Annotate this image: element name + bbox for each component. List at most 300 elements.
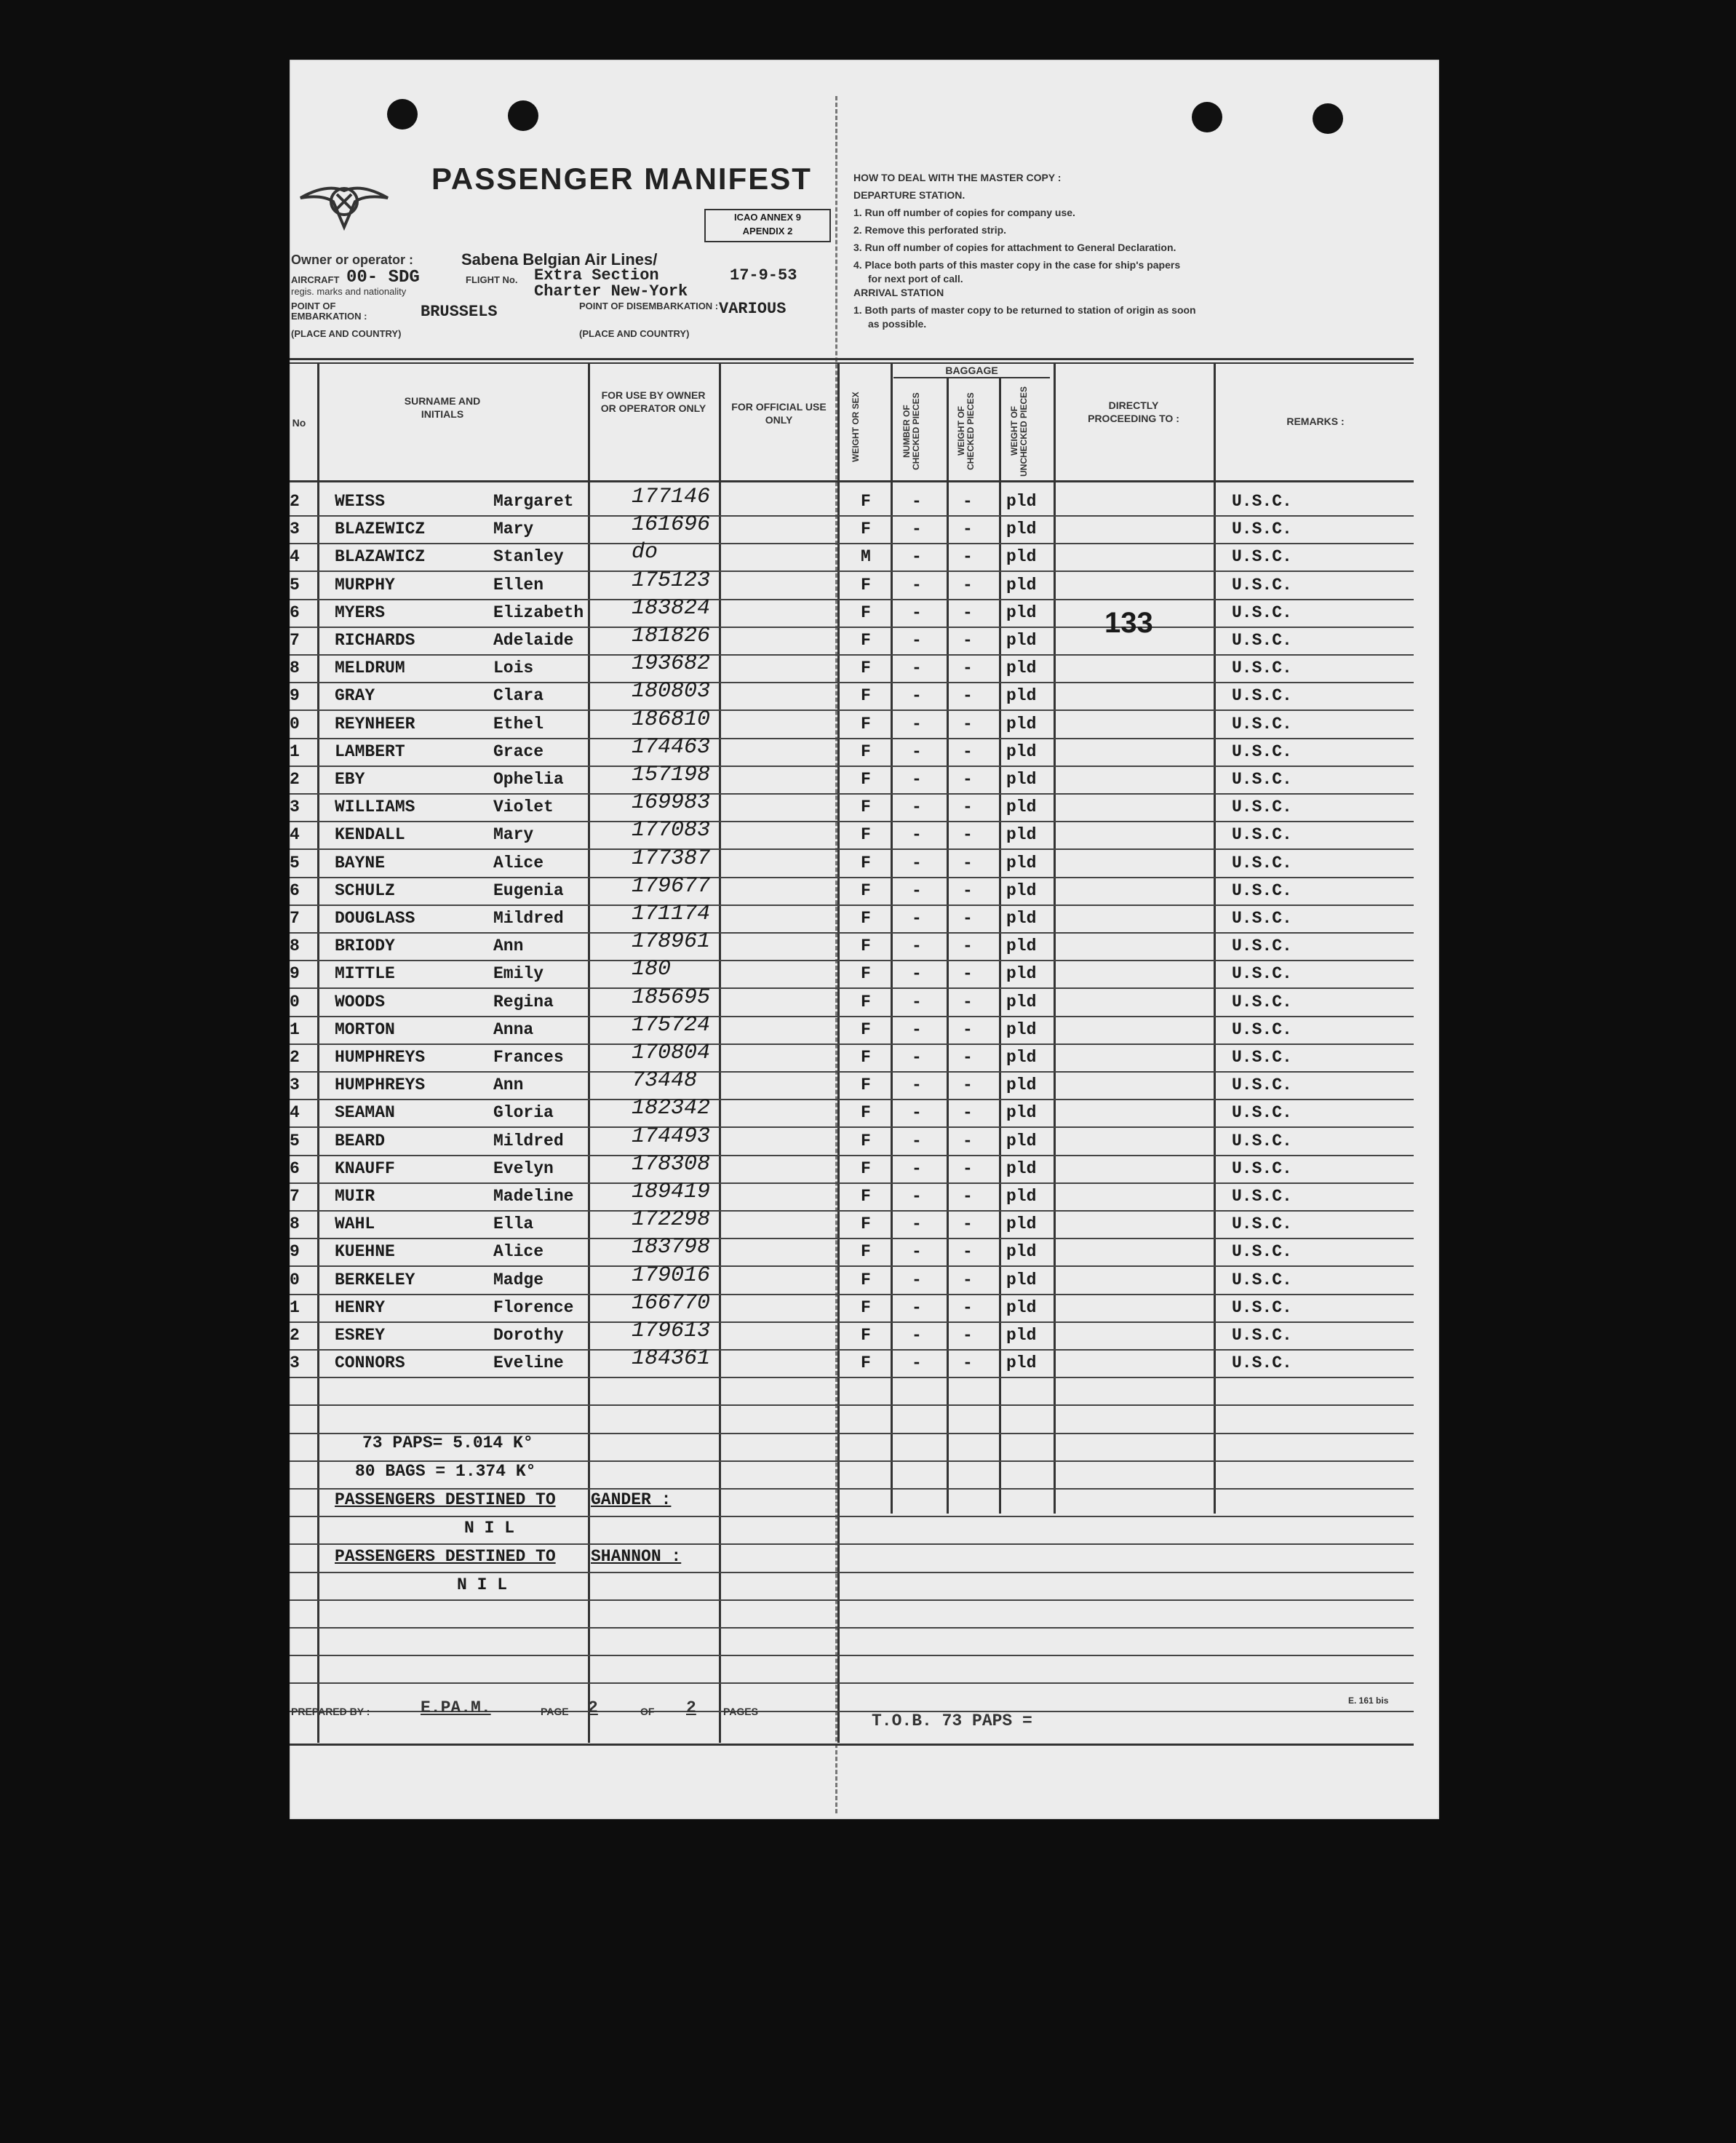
passenger-given-name: Madeline bbox=[493, 1187, 574, 1206]
owner-value: Sabena Belgian Air Lines/ bbox=[461, 250, 658, 269]
passenger-surname: KENDALL bbox=[335, 825, 405, 845]
row-number: 7 bbox=[290, 909, 300, 928]
passenger-sex: F bbox=[861, 631, 871, 650]
ticket-number: 170804 bbox=[632, 1041, 711, 1065]
remarks-cell: U.S.C. bbox=[1232, 603, 1292, 622]
remarks-cell: U.S.C. bbox=[1232, 1187, 1292, 1206]
passenger-sex: F bbox=[861, 686, 871, 706]
unchecked-weight: pld bbox=[1006, 937, 1037, 956]
row-number: 9 bbox=[290, 1242, 300, 1262]
passenger-sex: F bbox=[861, 1048, 871, 1067]
passenger-given-name: Anna bbox=[493, 1019, 534, 1039]
checked-pieces: - bbox=[912, 1131, 922, 1150]
unchecked-weight: pld bbox=[1006, 575, 1037, 595]
remarks-cell: U.S.C. bbox=[1232, 1158, 1292, 1178]
row-number: 6 bbox=[290, 1158, 300, 1178]
unchecked-weight: pld bbox=[1006, 770, 1037, 789]
embark-sub: (PLACE AND COUNTRY) bbox=[291, 328, 402, 339]
passenger-surname: BAYNE bbox=[335, 853, 386, 872]
checked-pieces: - bbox=[912, 853, 922, 872]
row-number: 3 bbox=[290, 798, 300, 817]
row-number: 4 bbox=[290, 825, 300, 845]
passenger-given-name: Emily bbox=[493, 964, 544, 984]
checked-weight: - bbox=[963, 770, 973, 789]
passenger-sex: F bbox=[861, 880, 871, 900]
checked-weight: - bbox=[963, 1158, 973, 1178]
checked-weight: - bbox=[963, 1242, 973, 1262]
passenger-surname: CONNORS bbox=[335, 1353, 405, 1373]
unchecked-weight: pld bbox=[1006, 520, 1037, 539]
checked-weight: - bbox=[963, 798, 973, 817]
passenger-surname: HUMPHREYS bbox=[335, 1048, 426, 1067]
ticket-number: 177083 bbox=[632, 818, 711, 843]
ticket-number: 183798 bbox=[632, 1235, 711, 1260]
checked-pieces: - bbox=[912, 1048, 922, 1067]
row-number: 8 bbox=[290, 1214, 300, 1234]
table-row bbox=[290, 790, 1414, 822]
passenger-surname: WOODS bbox=[335, 992, 386, 1011]
passenger-given-name: Alice bbox=[493, 1242, 544, 1262]
checked-pieces: - bbox=[912, 714, 922, 733]
checked-pieces: - bbox=[912, 1297, 922, 1317]
passenger-surname: MELDRUM bbox=[335, 659, 405, 678]
table-row bbox=[290, 904, 1414, 934]
checked-weight: - bbox=[963, 1270, 973, 1289]
unchecked-weight: pld bbox=[1006, 853, 1037, 872]
remarks-cell: U.S.C. bbox=[1232, 798, 1292, 817]
punch-hole bbox=[387, 99, 418, 130]
table-row bbox=[290, 1182, 1414, 1212]
ticket-number: 175123 bbox=[632, 568, 711, 593]
passenger-sex: F bbox=[861, 909, 871, 928]
passenger-surname: GRAY bbox=[335, 686, 375, 706]
checked-weight: - bbox=[963, 741, 973, 761]
footer-rule bbox=[290, 1744, 1414, 1746]
passenger-surname: KNAUFF bbox=[335, 1158, 395, 1178]
row-number: 9 bbox=[290, 686, 300, 706]
table-row bbox=[290, 957, 1414, 989]
passenger-given-name: Ellen bbox=[493, 575, 544, 595]
unchecked-weight: pld bbox=[1006, 964, 1037, 984]
row-number: 2 bbox=[290, 492, 300, 511]
checked-weight: - bbox=[963, 603, 973, 622]
checked-weight: - bbox=[963, 909, 973, 928]
checked-weight: - bbox=[963, 992, 973, 1011]
ticket-number: 184361 bbox=[632, 1346, 711, 1372]
checked-weight: - bbox=[963, 1214, 973, 1234]
remarks-cell: U.S.C. bbox=[1232, 1270, 1292, 1289]
checked-pieces: - bbox=[912, 992, 922, 1011]
remarks-cell: U.S.C. bbox=[1232, 937, 1292, 956]
unchecked-weight: pld bbox=[1006, 1214, 1037, 1234]
row-number: 4 bbox=[290, 547, 300, 567]
unchecked-weight: pld bbox=[1006, 741, 1037, 761]
col-header-owner-use: FOR USE BY OWNER OR OPERATOR ONLY bbox=[600, 389, 706, 414]
checked-weight: - bbox=[963, 714, 973, 733]
ticket-number: 193682 bbox=[632, 651, 711, 677]
embark-value: BRUSSELS bbox=[421, 303, 498, 321]
instruction-line: HOW TO DEAL WITH THE MASTER COPY : bbox=[853, 172, 1062, 183]
aircraft-label: AIRCRAFT bbox=[291, 274, 340, 285]
instruction-line: 4. Place both parts of this master copy in the case for ship's papers bbox=[853, 259, 1181, 271]
unchecked-weight: pld bbox=[1006, 1242, 1037, 1262]
manifest-sheet bbox=[290, 60, 1439, 1819]
passenger-given-name: Madge bbox=[493, 1270, 544, 1289]
ticket-number: 180803 bbox=[632, 679, 711, 704]
icao-line: ICAO ANNEX 9 bbox=[734, 212, 801, 223]
passenger-sex: F bbox=[861, 1242, 871, 1262]
table-row bbox=[290, 624, 1414, 656]
checked-weight: - bbox=[963, 520, 973, 539]
passenger-surname: MUIR bbox=[335, 1187, 375, 1206]
row-number: 1 bbox=[290, 1297, 300, 1317]
instruction-line: 3. Run off number of copies for attachment to General Declaration. bbox=[853, 242, 1176, 253]
row-number: 6 bbox=[290, 603, 300, 622]
remarks-cell: U.S.C. bbox=[1232, 1131, 1292, 1150]
passenger-given-name: Ann bbox=[493, 937, 524, 956]
unchecked-weight: pld bbox=[1006, 825, 1037, 845]
unchecked-weight: pld bbox=[1006, 798, 1037, 817]
passenger-given-name: Florence bbox=[493, 1297, 574, 1317]
checked-weight: - bbox=[963, 1103, 973, 1123]
remarks-cell: U.S.C. bbox=[1232, 770, 1292, 789]
blank-row bbox=[290, 1516, 1414, 1545]
table-row bbox=[290, 1043, 1414, 1073]
passenger-surname: ESREY bbox=[335, 1326, 386, 1345]
checked-weight: - bbox=[963, 853, 973, 872]
table-row bbox=[290, 1235, 1414, 1267]
charter-value: Charter New-York bbox=[534, 282, 688, 301]
row-number: 4 bbox=[290, 1103, 300, 1123]
unchecked-weight: pld bbox=[1006, 1076, 1037, 1095]
prepared-value: E.PA.M. bbox=[421, 1698, 491, 1717]
row-number: 1 bbox=[290, 1019, 300, 1039]
shannon-label: PASSENGERS DESTINED TO bbox=[335, 1547, 556, 1566]
passenger-sex: F bbox=[861, 659, 871, 678]
row-number: 7 bbox=[290, 1187, 300, 1206]
gander-value: N I L bbox=[464, 1519, 515, 1538]
passenger-given-name: Mary bbox=[493, 520, 534, 539]
instruction-line: ARRIVAL STATION bbox=[853, 287, 944, 298]
passenger-given-name: Mildred bbox=[493, 909, 564, 928]
table-row bbox=[290, 985, 1414, 1017]
passenger-sex: F bbox=[861, 825, 871, 845]
unchecked-weight: pld bbox=[1006, 547, 1037, 567]
checked-pieces: - bbox=[912, 798, 922, 817]
passenger-sex: F bbox=[861, 798, 871, 817]
checked-weight: - bbox=[963, 1353, 973, 1373]
checked-pieces: - bbox=[912, 1242, 922, 1262]
of-label: OF bbox=[640, 1706, 655, 1717]
passenger-sex: F bbox=[861, 1158, 871, 1178]
passenger-surname: RICHARDS bbox=[335, 631, 415, 650]
passenger-given-name: Lois bbox=[493, 659, 534, 678]
passenger-sex: F bbox=[861, 714, 871, 733]
regis-label: regis. marks and nationality bbox=[291, 286, 407, 297]
table-row bbox=[290, 595, 1414, 628]
gander-label: PASSENGERS DESTINED TO bbox=[335, 1490, 556, 1509]
row-number: 3 bbox=[290, 1353, 300, 1373]
blank-row bbox=[290, 1377, 1414, 1406]
passenger-sex: F bbox=[861, 1019, 871, 1039]
table-row bbox=[290, 734, 1414, 767]
col-header-bag-num: NUMBER OF CHECKED PIECES bbox=[901, 392, 921, 470]
unchecked-weight: pld bbox=[1006, 1187, 1037, 1206]
unchecked-weight: pld bbox=[1006, 1103, 1037, 1123]
table-row bbox=[290, 512, 1414, 544]
remarks-cell: U.S.C. bbox=[1232, 880, 1292, 900]
unchecked-weight: pld bbox=[1006, 631, 1037, 650]
passenger-given-name: Eveline bbox=[493, 1353, 564, 1373]
checked-pieces: - bbox=[912, 1019, 922, 1039]
checked-weight: - bbox=[963, 964, 973, 984]
blank-row bbox=[290, 1405, 1414, 1434]
checked-pieces: - bbox=[912, 686, 922, 706]
passenger-given-name: Ella bbox=[493, 1214, 534, 1234]
checked-weight: - bbox=[963, 547, 973, 567]
icao-box bbox=[704, 209, 831, 242]
passenger-surname: BEARD bbox=[335, 1131, 386, 1150]
ticket-number: 178308 bbox=[632, 1151, 711, 1177]
unchecked-weight: pld bbox=[1006, 1297, 1037, 1317]
checked-pieces: - bbox=[912, 909, 922, 928]
remarks-cell: U.S.C. bbox=[1232, 575, 1292, 595]
passenger-given-name: Adelaide bbox=[493, 631, 574, 650]
passenger-surname: LAMBERT bbox=[335, 741, 405, 761]
checked-pieces: - bbox=[912, 659, 922, 678]
passenger-surname: REYNHEER bbox=[335, 714, 415, 733]
checked-pieces: - bbox=[912, 1103, 922, 1123]
checked-pieces: - bbox=[912, 964, 922, 984]
punch-hole bbox=[1192, 102, 1222, 132]
remarks-cell: U.S.C. bbox=[1232, 1353, 1292, 1373]
instruction-line: 1. Both parts of master copy to be returned to station of origin as soon bbox=[853, 304, 1196, 316]
passenger-sex: F bbox=[861, 1214, 871, 1234]
row-number: 0 bbox=[290, 992, 300, 1011]
checked-pieces: - bbox=[912, 1214, 922, 1234]
checked-pieces: - bbox=[912, 631, 922, 650]
passenger-sex: F bbox=[861, 1076, 871, 1095]
flight-value: Extra Section bbox=[534, 266, 659, 285]
passenger-surname: BLAZAWICZ bbox=[335, 547, 426, 567]
table-row bbox=[290, 818, 1414, 850]
blank-row bbox=[290, 1599, 1414, 1629]
table-row bbox=[290, 846, 1414, 878]
sabena-logo-icon bbox=[297, 169, 391, 234]
form-code: E. 161 bis bbox=[1348, 1695, 1389, 1706]
ticket-number: do bbox=[632, 540, 658, 565]
ticket-number: 177146 bbox=[632, 485, 711, 509]
checked-pieces: - bbox=[912, 770, 922, 789]
ticket-number: 169983 bbox=[632, 790, 711, 816]
blank-row bbox=[290, 1655, 1414, 1684]
table-row bbox=[290, 568, 1414, 600]
of-value: 2 bbox=[686, 1698, 696, 1717]
remarks-cell: U.S.C. bbox=[1232, 909, 1292, 928]
table-row bbox=[290, 1068, 1414, 1100]
checked-pieces: - bbox=[912, 937, 922, 956]
table-row bbox=[290, 929, 1414, 961]
instruction-line: for next port of call. bbox=[868, 273, 963, 285]
remarks-cell: U.S.C. bbox=[1232, 825, 1292, 845]
remarks-cell: U.S.C. bbox=[1232, 1076, 1292, 1095]
ticket-number: 177387 bbox=[632, 846, 711, 871]
row-number: 0 bbox=[290, 714, 300, 733]
directly-note: 133 bbox=[1104, 607, 1153, 639]
row-number: 0 bbox=[290, 1270, 300, 1289]
remarks-cell: U.S.C. bbox=[1232, 853, 1292, 872]
table-row bbox=[290, 651, 1414, 683]
remarks-cell: U.S.C. bbox=[1232, 1214, 1292, 1234]
row-number: 1 bbox=[290, 741, 300, 761]
passenger-sex: F bbox=[861, 575, 871, 595]
passenger-sex: F bbox=[861, 992, 871, 1011]
col-header-bag-unchecked: WEIGHT OF UNCHECKED PIECES bbox=[1009, 386, 1029, 477]
ticket-number: 181826 bbox=[632, 624, 711, 648]
passenger-sex: F bbox=[861, 1187, 871, 1206]
ticket-number: 189419 bbox=[632, 1180, 711, 1204]
checked-pieces: - bbox=[912, 1158, 922, 1178]
passenger-sex: F bbox=[861, 853, 871, 872]
col-header-directly: DIRECTLY PROCEEDING TO : bbox=[1088, 399, 1179, 424]
row-number: 5 bbox=[290, 853, 300, 872]
icao-line: APENDIX 2 bbox=[742, 226, 793, 236]
table-row bbox=[290, 1207, 1414, 1239]
passenger-surname: MYERS bbox=[335, 603, 386, 622]
shannon-value: N I L bbox=[457, 1575, 508, 1594]
remarks-cell: U.S.C. bbox=[1232, 686, 1292, 706]
checked-pieces: - bbox=[912, 575, 922, 595]
remarks-cell: U.S.C. bbox=[1232, 1242, 1292, 1262]
passenger-sex: F bbox=[861, 1353, 871, 1373]
table-row bbox=[290, 1096, 1414, 1128]
passenger-sex: F bbox=[861, 492, 871, 511]
passenger-given-name: Stanley bbox=[493, 547, 564, 567]
row-number: 7 bbox=[290, 631, 300, 650]
unchecked-weight: pld bbox=[1006, 880, 1037, 900]
checked-pieces: - bbox=[912, 603, 922, 622]
ticket-number: 186810 bbox=[632, 707, 711, 732]
checked-pieces: - bbox=[912, 1187, 922, 1206]
ticket-number: 174493 bbox=[632, 1124, 711, 1149]
table-row bbox=[290, 1263, 1414, 1295]
remarks-cell: U.S.C. bbox=[1232, 547, 1292, 567]
row-number: 5 bbox=[290, 1131, 300, 1150]
remarks-cell: U.S.C. bbox=[1232, 1048, 1292, 1067]
passenger-given-name: Elizabeth bbox=[493, 603, 584, 622]
remarks-cell: U.S.C. bbox=[1232, 992, 1292, 1011]
checked-pieces: - bbox=[912, 880, 922, 900]
checked-weight: - bbox=[963, 880, 973, 900]
checked-weight: - bbox=[963, 1326, 973, 1345]
unchecked-weight: pld bbox=[1006, 1270, 1037, 1289]
col-header-official-use: FOR OFFICIAL USE ONLY bbox=[731, 401, 827, 426]
col-header-baggage: BAGGAGE bbox=[893, 364, 1050, 378]
gander-place: GANDER : bbox=[591, 1490, 672, 1509]
ticket-number: 179613 bbox=[632, 1319, 711, 1343]
owner-label: Owner or operator : bbox=[291, 253, 414, 267]
aircraft-value: 00- SDG bbox=[346, 268, 420, 287]
instruction-line: DEPARTURE STATION. bbox=[853, 189, 965, 201]
ticket-number: 182342 bbox=[632, 1096, 711, 1121]
unchecked-weight: pld bbox=[1006, 492, 1037, 511]
remarks-cell: U.S.C. bbox=[1232, 520, 1292, 539]
instructions bbox=[853, 169, 1377, 329]
table-row bbox=[290, 1012, 1414, 1045]
checked-pieces: - bbox=[912, 1353, 922, 1373]
row-number: 2 bbox=[290, 770, 300, 789]
checked-pieces: - bbox=[912, 741, 922, 761]
unchecked-weight: pld bbox=[1006, 659, 1037, 678]
remarks-cell: U.S.C. bbox=[1232, 492, 1292, 511]
unchecked-weight: pld bbox=[1006, 1131, 1037, 1150]
passenger-sex: F bbox=[861, 770, 871, 789]
passenger-given-name: Mary bbox=[493, 825, 534, 845]
passenger-given-name: Ethel bbox=[493, 714, 544, 733]
page-label: PAGE bbox=[541, 1706, 569, 1717]
ticket-number: 161696 bbox=[632, 512, 711, 538]
unchecked-weight: pld bbox=[1006, 909, 1037, 928]
passenger-sex: F bbox=[861, 1103, 871, 1123]
passenger-given-name: Dorothy bbox=[493, 1326, 564, 1345]
flight-label: FLIGHT No. bbox=[466, 274, 518, 285]
page-value: 2 bbox=[588, 1698, 598, 1717]
table-row bbox=[290, 1321, 1414, 1351]
ticket-number: 171174 bbox=[632, 902, 711, 926]
unchecked-weight: pld bbox=[1006, 992, 1037, 1011]
ticket-number: 179016 bbox=[632, 1263, 711, 1288]
passenger-surname: HENRY bbox=[335, 1297, 386, 1317]
checked-weight: - bbox=[963, 575, 973, 595]
passenger-surname: WILLIAMS bbox=[335, 798, 415, 817]
unchecked-weight: pld bbox=[1006, 1353, 1037, 1373]
ticket-number: 174463 bbox=[632, 734, 711, 760]
passenger-given-name: Alice bbox=[493, 853, 544, 872]
ticket-number: 175724 bbox=[632, 1012, 711, 1038]
passenger-surname: WAHL bbox=[335, 1214, 375, 1234]
checked-weight: - bbox=[963, 1297, 973, 1317]
checked-weight: - bbox=[963, 1048, 973, 1067]
row-number: 3 bbox=[290, 1076, 300, 1095]
col-header-weight-sex: WEIGHT OR SEX bbox=[851, 391, 861, 463]
passenger-given-name: Grace bbox=[493, 741, 544, 761]
remarks-cell: U.S.C. bbox=[1232, 741, 1292, 761]
passenger-surname: MITTLE bbox=[335, 964, 395, 984]
ticket-number: 157198 bbox=[632, 763, 711, 787]
passenger-surname: EBY bbox=[335, 770, 365, 789]
unchecked-weight: pld bbox=[1006, 1158, 1037, 1178]
checked-weight: - bbox=[963, 1076, 973, 1095]
table-row bbox=[290, 707, 1414, 739]
passenger-surname: DOUGLASS bbox=[335, 909, 415, 928]
passenger-sex: F bbox=[861, 1131, 871, 1150]
checked-weight: - bbox=[963, 1131, 973, 1150]
passenger-given-name: Clara bbox=[493, 686, 544, 706]
row-number: 3 bbox=[290, 520, 300, 539]
checked-weight: - bbox=[963, 659, 973, 678]
passenger-sex: M bbox=[861, 547, 871, 567]
passenger-surname: MORTON bbox=[335, 1019, 395, 1039]
remarks-cell: U.S.C. bbox=[1232, 1297, 1292, 1317]
remarks-cell: U.S.C. bbox=[1232, 631, 1292, 650]
unchecked-weight: pld bbox=[1006, 1048, 1037, 1067]
col-header-surname: SURNAME AND INITIALS bbox=[404, 395, 481, 420]
table-row bbox=[290, 1346, 1414, 1378]
passenger-given-name: Violet bbox=[493, 798, 554, 817]
passenger-given-name: Regina bbox=[493, 992, 554, 1011]
ticket-number: 178961 bbox=[632, 929, 711, 955]
table-row bbox=[290, 1151, 1414, 1184]
